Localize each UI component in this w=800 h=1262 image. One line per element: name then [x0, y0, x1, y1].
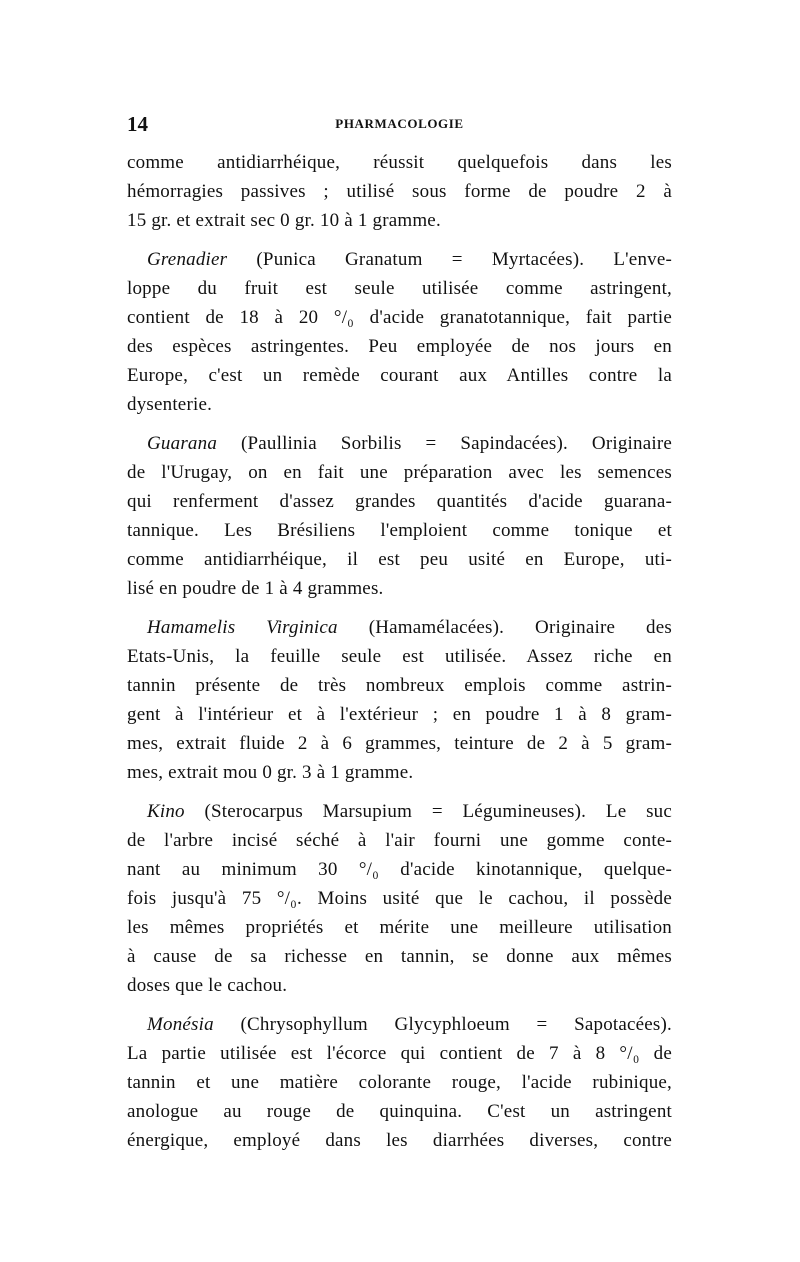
text-line: de l'Urugay, on en fait une préparation avec les semences: [127, 462, 672, 483]
text-line: Etats-Unis, la feuille seule est utilisée. Assez riche en: [127, 646, 672, 667]
body-text: [127, 148, 672, 1165]
entry-first-line: [127, 613, 672, 642]
text-line: 15 gr. et extrait sec 0 gr. 10 à 1 gramme.: [127, 210, 441, 231]
paragraph-monesia: [127, 1010, 672, 1155]
entry-term: Grenadier: [147, 249, 228, 270]
paragraph-kino: [127, 797, 672, 1000]
paragraph-grenadier: [127, 245, 672, 419]
running-head: [127, 112, 672, 136]
running-title: PHARMACOLOGIE: [335, 116, 464, 131]
entry-term: Kino: [147, 801, 185, 822]
text-line: à cause de sa richesse en tannin, se donne aux mêmes: [127, 946, 672, 967]
text-line: Europe, c'est un remède courant aux Antilles contre la: [127, 365, 672, 386]
text-line: tannin présente de très nombreux emplois comme astrin-: [127, 675, 672, 696]
text-line: nant au minimum 30 °/₀ d'acide kinotannique, quelque-: [127, 859, 672, 880]
text-line: mes, extrait mou 0 gr. 3 à 1 gramme.: [127, 762, 414, 783]
text-line: lisé en poudre de 1 à 4 grammes.: [127, 578, 384, 599]
entry-first-line-text: (Punica Granatum = Myrtacées). L'enve-: [227, 249, 672, 270]
entry-term: Hamamelis Virginica: [147, 617, 338, 638]
text-line: gent à l'intérieur et à l'extérieur ; en poudre 1 à 8 gram-: [127, 704, 672, 725]
text-line: La partie utilisée est l'écorce qui contient de 7 à 8 °/₀ de: [127, 1043, 672, 1064]
text-line: énergique, employé dans les diarrhées diverses, contre: [127, 1130, 672, 1151]
text-line: anologue au rouge de quinquina. C'est un astringent: [127, 1101, 672, 1122]
text-line: comme antidiarrhéique, réussit quelquefois dans les: [127, 152, 672, 173]
page-number: 14: [127, 112, 148, 136]
text-line: les mêmes propriétés et mérite une meilleure utilisation: [127, 917, 672, 938]
text-line: de l'arbre incisé séché à l'air fourni une gomme conte-: [127, 830, 672, 851]
entry-term: Guarana: [147, 433, 218, 454]
text-line: dysenterie.: [127, 394, 213, 415]
entry-first-line-text: (Hamamélacées). Originaire des: [337, 617, 672, 638]
entry-first-line: [127, 1010, 672, 1039]
entry-first-line-text: (Paullinia Sorbilis = Sapindacées). Originaire: [217, 433, 672, 454]
text-line: qui renferment d'assez grandes quantités d'acide guarana-: [127, 491, 672, 512]
text-line: mes, extrait fluide 2 à 6 grammes, teinture de 2 à 5 gram-: [127, 733, 672, 754]
entry-term: Monésia: [147, 1014, 214, 1035]
text-line: doses que le cachou.: [127, 975, 288, 996]
text-line: tannin et une matière colorante rouge, l'acide rubinique,: [127, 1072, 672, 1093]
entry-first-line-text: (Chrysophyllum Glycyphloeum = Sapotacées).: [213, 1014, 672, 1035]
entry-first-line: [127, 797, 672, 826]
text-line: hémorragies passives ; utilisé sous forme de poudre 2 à: [127, 181, 672, 202]
entry-first-line: [127, 429, 672, 458]
text-line: fois jusqu'à 75 °/₀. Moins usité que le cachou, il possède: [127, 888, 672, 909]
entry-first-line: [127, 245, 672, 274]
text-line: comme antidiarrhéique, il est peu usité en Europe, uti-: [127, 549, 672, 570]
paragraph-hamamelis: [127, 613, 672, 787]
text-line: tannique. Les Brésiliens l'emploient comme tonique et: [127, 520, 672, 541]
text-line: loppe du fruit est seule utilisée comme astringent,: [127, 278, 672, 299]
text-line: contient de 18 à 20 °/₀ d'acide granatotannique, fait partie: [127, 307, 672, 328]
entry-first-line-text: (Sterocarpus Marsupium = Légumineuses). Le suc: [184, 801, 672, 822]
text-line: des espèces astringentes. Peu employée de nos jours en: [127, 336, 672, 357]
paragraph-antidiarrheique: [127, 148, 672, 235]
paragraph-guarana: [127, 429, 672, 603]
